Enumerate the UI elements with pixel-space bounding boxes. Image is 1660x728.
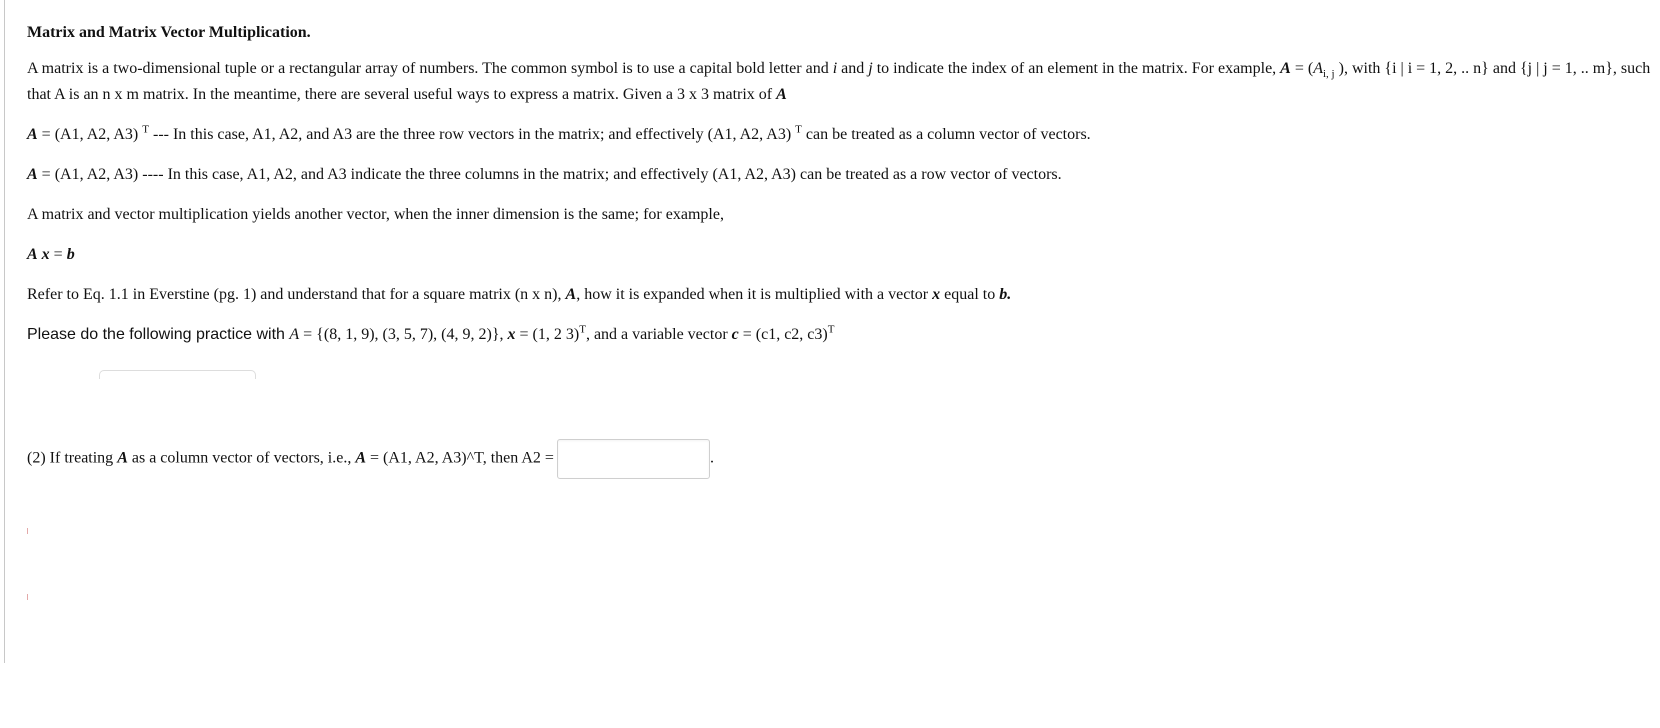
page-title: Matrix and Matrix Vector Multiplication. <box>27 24 311 41</box>
practice-paragraph: Please do the following practice with A = {(8, 1, 9), (3, 5, 7), (4, 9, 2)}, x = (1, 2 3)$^T$, and a variable vector c = (c1, c2, c3)$^T$ <box>27 323 835 343</box>
multiplication-text: A matrix and vector multiplication yields another vector, when the inner dimension is the same; for example, <box>27 206 724 223</box>
row-vector-definition: A = (A1, A2, A3) $^T$ --- In this case, A1, A2, and A3 are the three row vectors in the matrix; and effectively (A1, A2, A3) $^T$ can be treated as a column vector of vectors. <box>27 123 1091 143</box>
reference-paragraph: Refer to Eq. 1.1 in Everstine (pg. 1) and understand that for a square matrix (n x n), A, how it is expanded when it is multiplied with a vector x equal to b. <box>27 286 1012 303</box>
equation: A x = b <box>27 246 75 263</box>
marker-tick <box>27 528 28 534</box>
intro-paragraph: A matrix is a two-dimensional tuple or a rectangular array of numbers. The common symbol is to use a capital bold letter and i and j to indicate the index of an element in the matrix. For example, $A = (A_{i, j}$ ), with {i | i = 1, 2, .. n} and {j | j = 1, .. m}, such that A is an n x m matrix. In the meantime, there are several useful ways to express a matrix. Given a 3 x 3 matrix of A <box>27 60 1651 103</box>
question-content <box>27 20 1652 362</box>
collapsed-part-tab <box>99 370 256 379</box>
question-2: (2) If treating A as a column vector of vectors, i.e., A = (A1, A2, A3)^T, then A2 = . <box>27 439 714 479</box>
marker-tick <box>27 594 28 600</box>
a2-answer-input[interactable] <box>557 439 710 479</box>
column-vector-definition: A = (A1, A2, A3) ---- In this case, A1, A2, and A3 indicate the three columns in the matrix; and effectively (A1, A2, A3) can be treated as a row vector of vectors. <box>27 166 1062 183</box>
